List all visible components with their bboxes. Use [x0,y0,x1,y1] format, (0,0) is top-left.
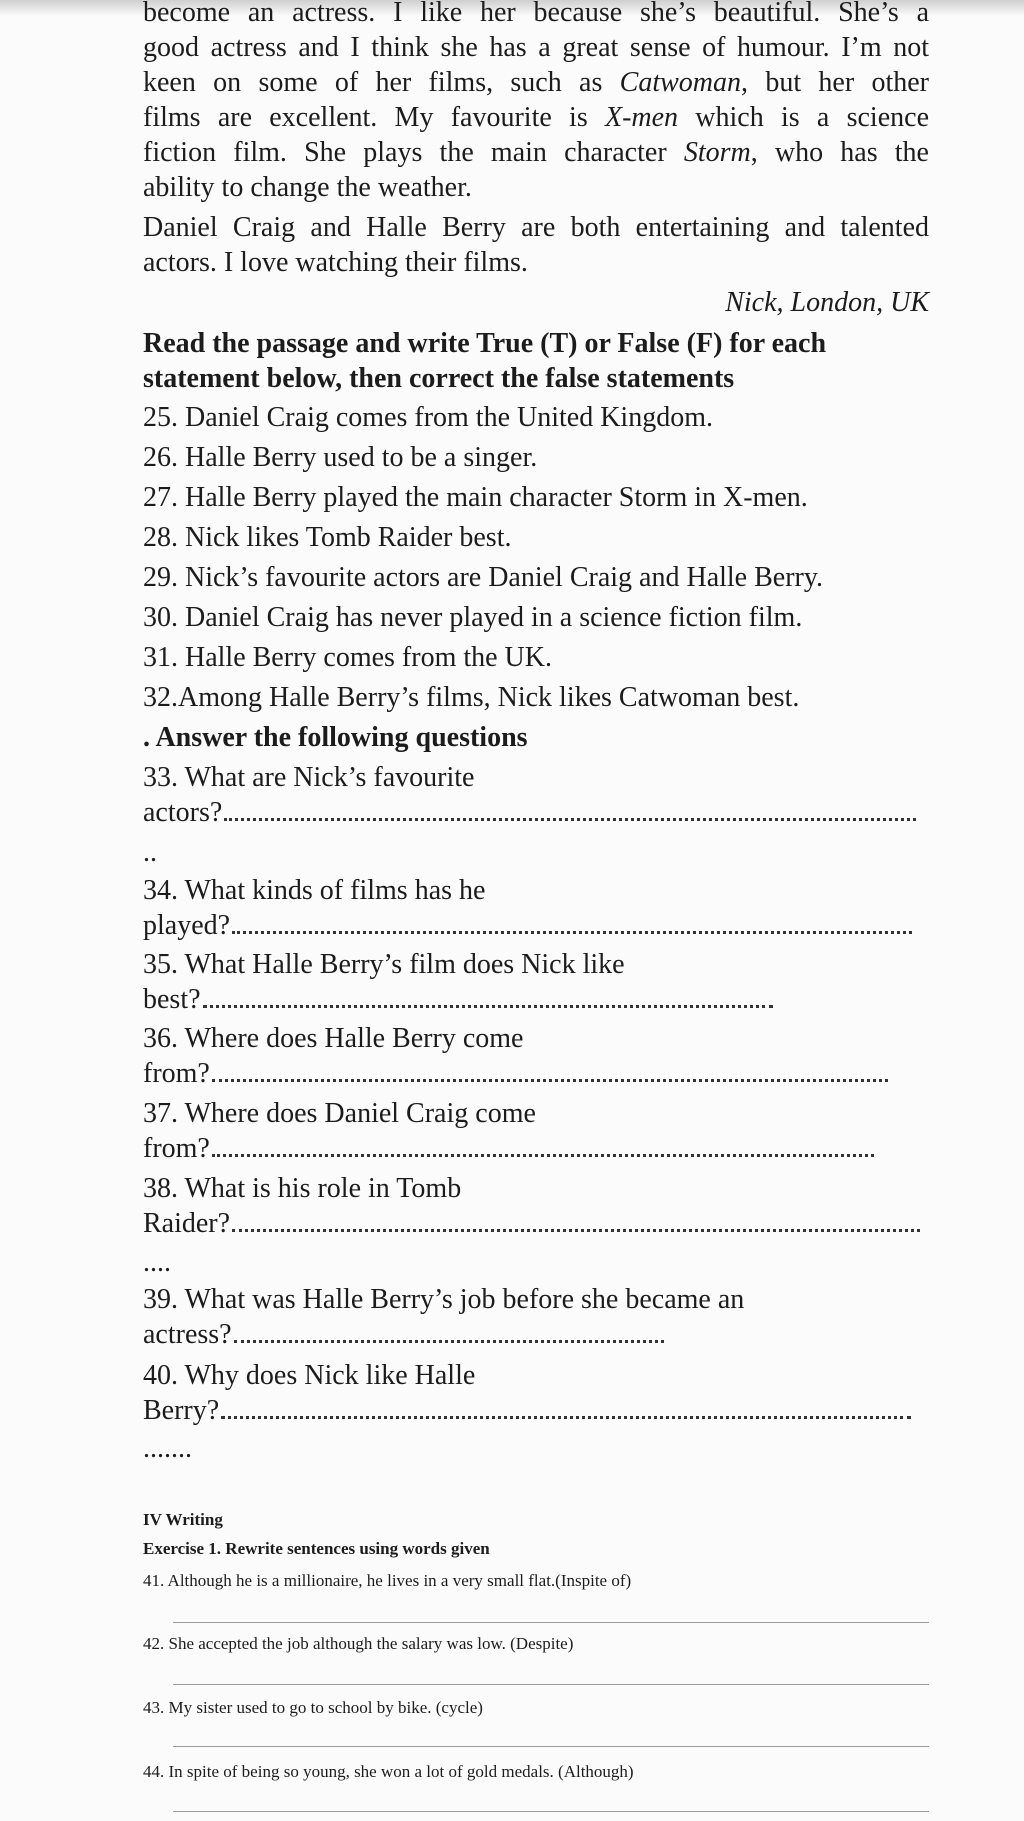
writing-section-title: IV Writing [143,1510,223,1529]
question-38-continuation: .... [143,1247,171,1278]
tf-item-30: 30. Daniel Craig has never played in a science fiction film. [143,602,803,633]
passage-text: films are excellent. My favourite is [143,102,605,133]
answer-blank-37[interactable] [212,1152,874,1157]
question-40-line-1: 40. Why does Nick like Halle [143,1360,476,1391]
writing-item-41: 41. Although he is a millionaire, he lives in a very small flat.(Inspite of) [143,1571,632,1590]
questions-heading: . Answer the following questions [143,722,528,753]
character-storm: Storm [683,137,751,168]
answer-blank-38[interactable] [232,1227,920,1232]
passage-text: fiction film. She plays the main character [143,137,684,168]
question-text: from? [143,1058,210,1089]
question-37-line-2 [143,1132,929,1166]
question-40-continuation: ....... [143,1433,192,1464]
passage-line-6: ability to change the weather. [143,172,472,203]
tf-item-25: 25. Daniel Craig comes from the United Kingdom. [143,402,713,433]
question-38-line-2 [143,1207,929,1241]
question-38-line-1: 38. What is his role in Tomb [143,1173,462,1204]
passage-text: keen on some of her films, such as [143,67,620,98]
passage-line-8: actors. I love watching their films. [143,247,528,278]
passage-text: which is a science [678,102,929,133]
answer-blank-33[interactable] [224,816,916,821]
passage-text: , but her other [741,67,930,98]
question-33-line-2 [143,796,929,830]
tf-item-31: 31. Halle Berry comes from the UK. [143,642,552,673]
tf-item-32: 32.Among Halle Berry’s films, Nick likes Catwoman best. [143,682,800,713]
question-text: actress? [143,1319,232,1350]
writing-exercise-title: Exercise 1. Rewrite sentences using words given [143,1539,490,1558]
film-title-xmen: X-men [604,102,679,133]
question-33-line-1: 33. What are Nick’s favourite [143,762,475,793]
answer-blank-39[interactable] [234,1338,664,1343]
answer-blank-34[interactable] [232,929,912,934]
question-text: Berry? [143,1395,220,1426]
question-text: Raider? [143,1208,231,1239]
question-35-line-1: 35. What Halle Berry’s film does Nick like [143,949,625,980]
question-34-line-2 [143,909,929,943]
answer-line-41[interactable] [173,1622,929,1623]
tf-item-27: 27. Halle Berry played the main character Storm in X-men. [143,482,808,513]
question-36-line-2 [143,1057,929,1091]
question-40-line-2 [143,1394,929,1428]
answer-blank-36[interactable] [212,1077,888,1082]
question-text: from? [143,1133,210,1164]
question-text: best? [143,984,201,1015]
tf-item-29: 29. Nick’s favourite actors are Daniel Craig and Halle Berry. [143,562,824,593]
tf-item-26: 26. Halle Berry used to be a singer. [143,442,538,473]
passage-line-1: become an actress. I like her because she’s beautiful. She’s a [143,0,929,28]
answer-line-43[interactable] [173,1746,929,1747]
writing-item-44: 44. In spite of being so young, she won a lot of gold medals. (Although) [143,1762,634,1781]
passage-text: , who has the [750,137,929,168]
question-39-line-1: 39. What was Halle Berry’s job before she became an [143,1284,745,1315]
tf-item-28: 28. Nick likes Tomb Raider best. [143,522,512,553]
passage-line-2: good actress and I think she has a great sense of humour. I’m not [143,32,929,63]
tf-instruction-1: Read the passage and write True (T) or False (F) for each [143,328,827,359]
writing-item-43: 43. My sister used to go to school by bike. (cycle) [143,1698,483,1717]
passage-line-7: Daniel Craig and Halle Berry are both entertaining and talented [143,212,929,243]
passage-line-4 [143,101,929,135]
question-35-line-2 [143,983,929,1017]
answer-line-42[interactable] [173,1684,929,1685]
question-37-line-1: 37. Where does Daniel Craig come [143,1098,536,1129]
question-36-line-1: 36. Where does Halle Berry come [143,1023,524,1054]
question-33-continuation: .. [143,837,157,868]
tf-instruction-2: statement below, then correct the false statements [143,363,735,394]
question-text: actors? [143,797,223,828]
answer-blank-40[interactable] [221,1414,911,1419]
question-text: played? [143,910,231,941]
answer-blank-35[interactable] [203,1003,773,1008]
question-39-line-2 [143,1318,929,1352]
question-34-line-1: 34. What kinds of films has he [143,875,486,906]
passage-line-5 [143,136,929,170]
film-title-catwoman: Catwoman [619,67,742,98]
passage-line-3 [143,66,929,100]
passage-signature: Nick, London, UK [725,287,929,318]
answer-line-44[interactable] [173,1811,929,1812]
writing-item-42: 42. She accepted the job although the salary was low. (Despite) [143,1634,574,1653]
